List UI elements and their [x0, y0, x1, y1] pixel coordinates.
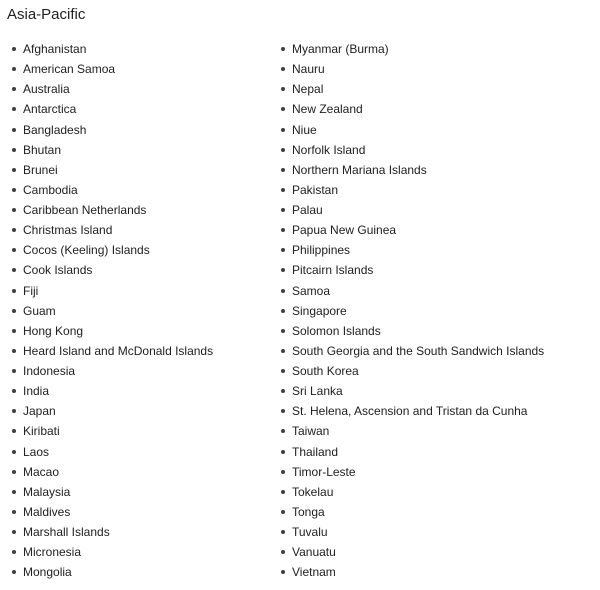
- country-list-item: [11, 79, 271, 99]
- country-name: Maldives: [23, 504, 71, 519]
- country-name: Cambodia: [23, 182, 78, 197]
- country-list-item: [280, 301, 595, 321]
- country-list-item: [11, 200, 271, 220]
- country-name: Northern Mariana Islands: [292, 162, 427, 177]
- bullet-icon: [12, 188, 16, 192]
- bullet-icon: [281, 510, 285, 514]
- bullet-icon: [281, 289, 285, 293]
- bullet-icon: [281, 309, 285, 313]
- country-list-item: [280, 140, 595, 160]
- bullet-icon: [12, 450, 16, 454]
- country-list-item: [280, 79, 595, 99]
- bullet-icon: [12, 570, 16, 574]
- country-list-item: [280, 39, 595, 59]
- country-list-item: [280, 381, 595, 401]
- bullet-icon: [281, 389, 285, 393]
- country-name: Malaysia: [23, 484, 71, 499]
- bullet-icon: [281, 47, 285, 51]
- bullet-icon: [281, 470, 285, 474]
- country-list-item: [280, 59, 595, 79]
- country-list-item: [11, 401, 271, 421]
- country-name: Niue: [292, 122, 317, 137]
- country-list-item: [280, 180, 595, 200]
- country-name: Fiji: [23, 283, 39, 298]
- country-name: Christmas Island: [23, 223, 113, 238]
- country-list-item: [280, 401, 595, 421]
- country-list-item: [11, 482, 271, 502]
- country-name: Brunei: [23, 162, 58, 177]
- country-list-item: [11, 160, 271, 180]
- country-list-item: [280, 482, 595, 502]
- bullet-icon: [281, 530, 285, 534]
- country-list-item: [280, 220, 595, 240]
- country-name: Myanmar (Burma): [292, 42, 389, 56]
- bullet-icon: [12, 47, 16, 51]
- country-name: Guam: [23, 303, 56, 318]
- bullet-icon: [281, 329, 285, 333]
- bullet-icon: [12, 369, 16, 373]
- country-list-item: [280, 562, 595, 582]
- bullet-icon: [281, 268, 285, 272]
- country-list-item: [280, 120, 595, 140]
- country-list-item: [11, 301, 271, 321]
- country-name: New Zealand: [292, 102, 363, 117]
- country-list-item: [11, 542, 271, 562]
- country-list-item: [280, 502, 595, 522]
- bullet-icon: [12, 208, 16, 212]
- country-name: Palau: [292, 203, 323, 217]
- country-list-item: [280, 240, 595, 260]
- country-list-item: [280, 361, 595, 381]
- bullet-icon: [12, 510, 16, 514]
- bullet-icon: [281, 248, 285, 252]
- country-list-item: [11, 39, 271, 59]
- country-name: Philippines: [292, 243, 351, 258]
- country-name: South Korea: [292, 364, 359, 378]
- country-name: Vietnam: [292, 565, 336, 580]
- bullet-icon: [12, 248, 16, 252]
- country-list-item: [11, 281, 271, 301]
- bullet-icon: [281, 188, 285, 192]
- country-list-item: [280, 99, 595, 119]
- country-list-item: [280, 160, 595, 180]
- bullet-icon: [281, 490, 285, 494]
- bullet-icon: [12, 128, 16, 132]
- bullet-icon: [12, 550, 16, 554]
- country-name: Kiribati: [23, 424, 60, 439]
- country-name: Antarctica: [23, 102, 77, 117]
- bullet-icon: [281, 67, 285, 71]
- region-heading: Asia-Pacific: [7, 6, 86, 23]
- bullet-icon: [12, 329, 16, 333]
- country-name: Pitcairn Islands: [292, 263, 374, 278]
- country-list-item: [11, 140, 271, 160]
- country-list-item: [11, 361, 271, 381]
- country-name: Norfolk Island: [292, 142, 366, 157]
- bullet-icon: [12, 67, 16, 71]
- country-name: Bhutan: [23, 142, 62, 157]
- country-name: Samoa: [292, 283, 331, 298]
- country-name: Japan: [23, 404, 56, 419]
- country-name: Bangladesh: [23, 122, 87, 137]
- country-name: Heard Island and McDonald Islands: [23, 343, 214, 358]
- country-name: Macao: [23, 464, 60, 479]
- country-list-item: [11, 522, 271, 542]
- country-name: Tonga: [292, 504, 325, 519]
- bullet-icon: [12, 268, 16, 272]
- bullet-icon: [12, 107, 16, 111]
- country-list-item: [11, 562, 271, 582]
- country-name: American Samoa: [23, 62, 116, 77]
- country-name: Singapore: [292, 303, 347, 318]
- country-name: Vanuatu: [292, 545, 336, 560]
- bullet-icon: [281, 349, 285, 353]
- bullet-icon: [281, 128, 285, 132]
- country-name: Tokelau: [292, 484, 334, 499]
- country-list-item: [280, 522, 595, 542]
- bullet-icon: [12, 289, 16, 293]
- country-list-item: [11, 462, 271, 482]
- country-list-item: [280, 462, 595, 482]
- country-name: Mongolia: [23, 565, 72, 580]
- country-name: Cook Islands: [23, 263, 93, 278]
- country-name: Sri Lanka: [292, 384, 343, 399]
- country-name: Solomon Islands: [292, 323, 381, 338]
- bullet-icon: [12, 309, 16, 313]
- bullet-icon: [12, 429, 16, 433]
- bullet-icon: [12, 389, 16, 393]
- country-list-item: [11, 120, 271, 140]
- country-list-item: [280, 281, 595, 301]
- bullet-icon: [281, 228, 285, 232]
- bullet-icon: [12, 168, 16, 172]
- country-list-item: [11, 321, 271, 341]
- bullet-icon: [281, 429, 285, 433]
- bullet-icon: [281, 148, 285, 152]
- bullet-icon: [281, 570, 285, 574]
- country-list-item: [280, 421, 595, 441]
- country-list-item: [11, 240, 271, 260]
- country-list-left: [11, 39, 271, 582]
- country-name: India: [23, 384, 50, 399]
- country-name: Afghanistan: [23, 42, 87, 56]
- country-list-item: [11, 421, 271, 441]
- bullet-icon: [281, 450, 285, 454]
- bullet-icon: [281, 208, 285, 212]
- bullet-icon: [12, 490, 16, 494]
- country-name: Micronesia: [23, 545, 82, 560]
- country-name: Tuvalu: [292, 525, 328, 539]
- bullet-icon: [12, 530, 16, 534]
- country-list-item: [11, 260, 271, 280]
- country-list-item: [280, 200, 595, 220]
- country-list-item: [11, 341, 271, 361]
- country-name: Laos: [23, 444, 50, 459]
- country-name: Cocos (Keeling) Islands: [23, 243, 150, 258]
- country-list-item: [280, 542, 595, 562]
- country-name: Timor-Leste: [292, 464, 356, 479]
- bullet-icon: [12, 470, 16, 474]
- country-list-right: [280, 39, 595, 582]
- country-name: Nauru: [292, 62, 325, 77]
- country-list-item: [11, 442, 271, 462]
- country-name: Australia: [23, 82, 70, 97]
- bullet-icon: [281, 409, 285, 413]
- country-list-item: [280, 341, 595, 361]
- bullet-icon: [12, 228, 16, 232]
- country-name: Taiwan: [292, 424, 330, 439]
- bullet-icon: [281, 168, 285, 172]
- bullet-icon: [281, 107, 285, 111]
- bullet-icon: [12, 349, 16, 353]
- country-list-item: [280, 260, 595, 280]
- country-list-item: [11, 381, 271, 401]
- country-name: Papua New Guinea: [292, 223, 397, 238]
- country-list-item: [280, 442, 595, 462]
- country-name: Thailand: [292, 444, 339, 459]
- bullet-icon: [12, 87, 16, 91]
- country-name: Indonesia: [23, 364, 76, 378]
- bullet-icon: [12, 148, 16, 152]
- country-list-item: [280, 321, 595, 341]
- country-name: Caribbean Netherlands: [23, 203, 147, 217]
- country-list-item: [11, 59, 271, 79]
- country-name: Nepal: [292, 82, 324, 97]
- country-list-item: [11, 502, 271, 522]
- bullet-icon: [281, 550, 285, 554]
- country-name: Marshall Islands: [23, 525, 110, 539]
- bullet-icon: [281, 87, 285, 91]
- country-list-item: [11, 99, 271, 119]
- bullet-icon: [12, 409, 16, 413]
- country-list-item: [11, 180, 271, 200]
- country-name: South Georgia and the South Sandwich Islands: [292, 343, 545, 358]
- country-list-item: [11, 220, 271, 240]
- country-name: Hong Kong: [23, 323, 84, 338]
- country-name: Pakistan: [292, 182, 339, 197]
- country-name: St. Helena, Ascension and Tristan da Cunha: [292, 404, 528, 419]
- bullet-icon: [281, 369, 285, 373]
